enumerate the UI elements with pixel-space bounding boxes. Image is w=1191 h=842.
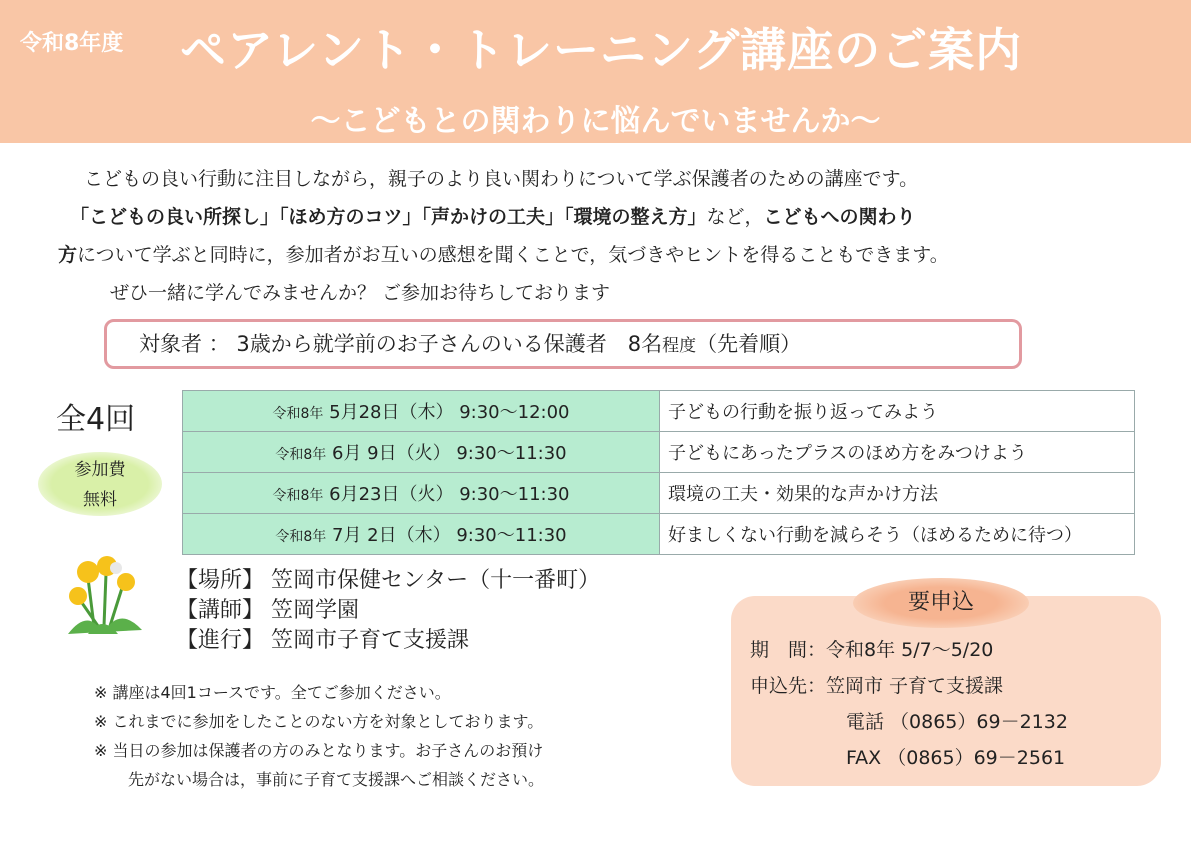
schedule-table	[182, 390, 1135, 555]
intro-line-2	[60, 198, 1160, 236]
session-topic: 環境の工夫・効果的な声かけ方法	[660, 473, 1135, 514]
session-era: 令和8年	[275, 447, 327, 463]
note-3: ※ 当日の参加は保護者の方のみとなります。お子さんのお預け	[94, 741, 544, 760]
intro-line-2-bold2: こどもへの関わり	[763, 206, 916, 228]
session-datetime: 5月28日（木） 9:30～12:00	[323, 402, 570, 423]
session-era: 令和8年	[272, 406, 324, 422]
page-subtitle: ～こどもとの関わりに悩んでいませんか～	[310, 104, 881, 139]
note-2: ※ これまでに参加をしたことのない方を対象としております。	[94, 712, 544, 731]
info-place: 【場所】 笠岡市保健センター（十一番町）	[176, 568, 601, 593]
application-required-badge: 要申込	[853, 578, 1029, 628]
session-date	[183, 391, 660, 432]
session-topic: 子どもの行動を振り返ってみよう	[660, 391, 1135, 432]
session-count: 全4回	[56, 402, 136, 437]
session-date	[183, 432, 660, 473]
note-1: ※ 講座は4回1コースです。全てご参加ください。	[94, 683, 451, 702]
target-box	[104, 319, 1022, 369]
note-3-cont: 先がない場合は，事前に子育て支援課へご相談ください。	[128, 770, 545, 789]
intro-line-3-bold: 方	[58, 244, 78, 266]
session-datetime: 7月 2日（木） 9:30～11:30	[326, 525, 567, 546]
apply-period: 期 間：令和8年 5/7～5/20	[750, 639, 994, 661]
dandelion-icon	[58, 548, 150, 640]
intro-line-2-bold: 「こどもの良い所探し」「ほめ方のコツ」「声かけの工夫」「環境の整え方」	[70, 206, 707, 228]
session-era: 令和8年	[275, 529, 327, 545]
notes	[94, 678, 544, 794]
table-row	[183, 432, 1135, 473]
intro-line-2-plain: など，	[706, 206, 764, 228]
intro-text	[60, 160, 1160, 312]
session-datetime: 6月 9日（火） 9:30～11:30	[326, 443, 567, 464]
fee-badge	[38, 452, 162, 516]
intro-line-3	[58, 236, 1160, 274]
apply-destination: 申込先：笠岡市 子育て支援課	[750, 675, 1004, 697]
target-tail: （先着順）	[696, 332, 802, 356]
session-topic: 子どもにあったプラスのほめ方をみつけよう	[660, 432, 1135, 473]
application-details	[750, 632, 1068, 776]
fee-label: 参加費	[74, 460, 126, 480]
intro-line-1: こどもの良い行動に注目しながら，親子のより良い関わりについて学ぶ保護者のための講座です。	[84, 168, 919, 190]
apply-fax: FAX （0865）69－2561	[846, 747, 1066, 769]
session-date	[183, 514, 660, 555]
year-tag: 令和8年度	[20, 31, 124, 56]
table-row	[183, 473, 1135, 514]
target-main: 対象者 ： 3歳から就学前のお子さんのいる保護者 8名	[139, 332, 663, 356]
apply-phone: 電話 （0865）69－2132	[846, 711, 1068, 733]
session-date	[183, 473, 660, 514]
intro-line-4: ぜひ一緒に学んでみませんか？ ご参加お待ちしております	[110, 282, 611, 304]
intro-line-3-plain: について学ぶと同時に，参加者がお互いの感想を聞くことで，気づきやヒントを得ることもできます。	[77, 244, 949, 266]
table-row	[183, 514, 1135, 555]
event-info	[176, 566, 600, 656]
header-banner	[0, 0, 1191, 143]
target-small: 程度	[662, 336, 697, 356]
session-era: 令和8年	[272, 488, 324, 504]
page-title: ペアレント・トレーニング講座のご案内	[180, 23, 1023, 77]
fee-value: 無料	[83, 490, 117, 510]
table-row	[183, 391, 1135, 432]
info-lecturer: 【講師】 笠岡学園	[176, 598, 359, 623]
session-topic: 好ましくない行動を減らそう（ほめるために待つ）	[660, 514, 1135, 555]
session-datetime: 6月23日（火） 9:30～11:30	[323, 484, 570, 505]
info-host: 【進行】 笠岡市子育て支援課	[176, 628, 469, 653]
